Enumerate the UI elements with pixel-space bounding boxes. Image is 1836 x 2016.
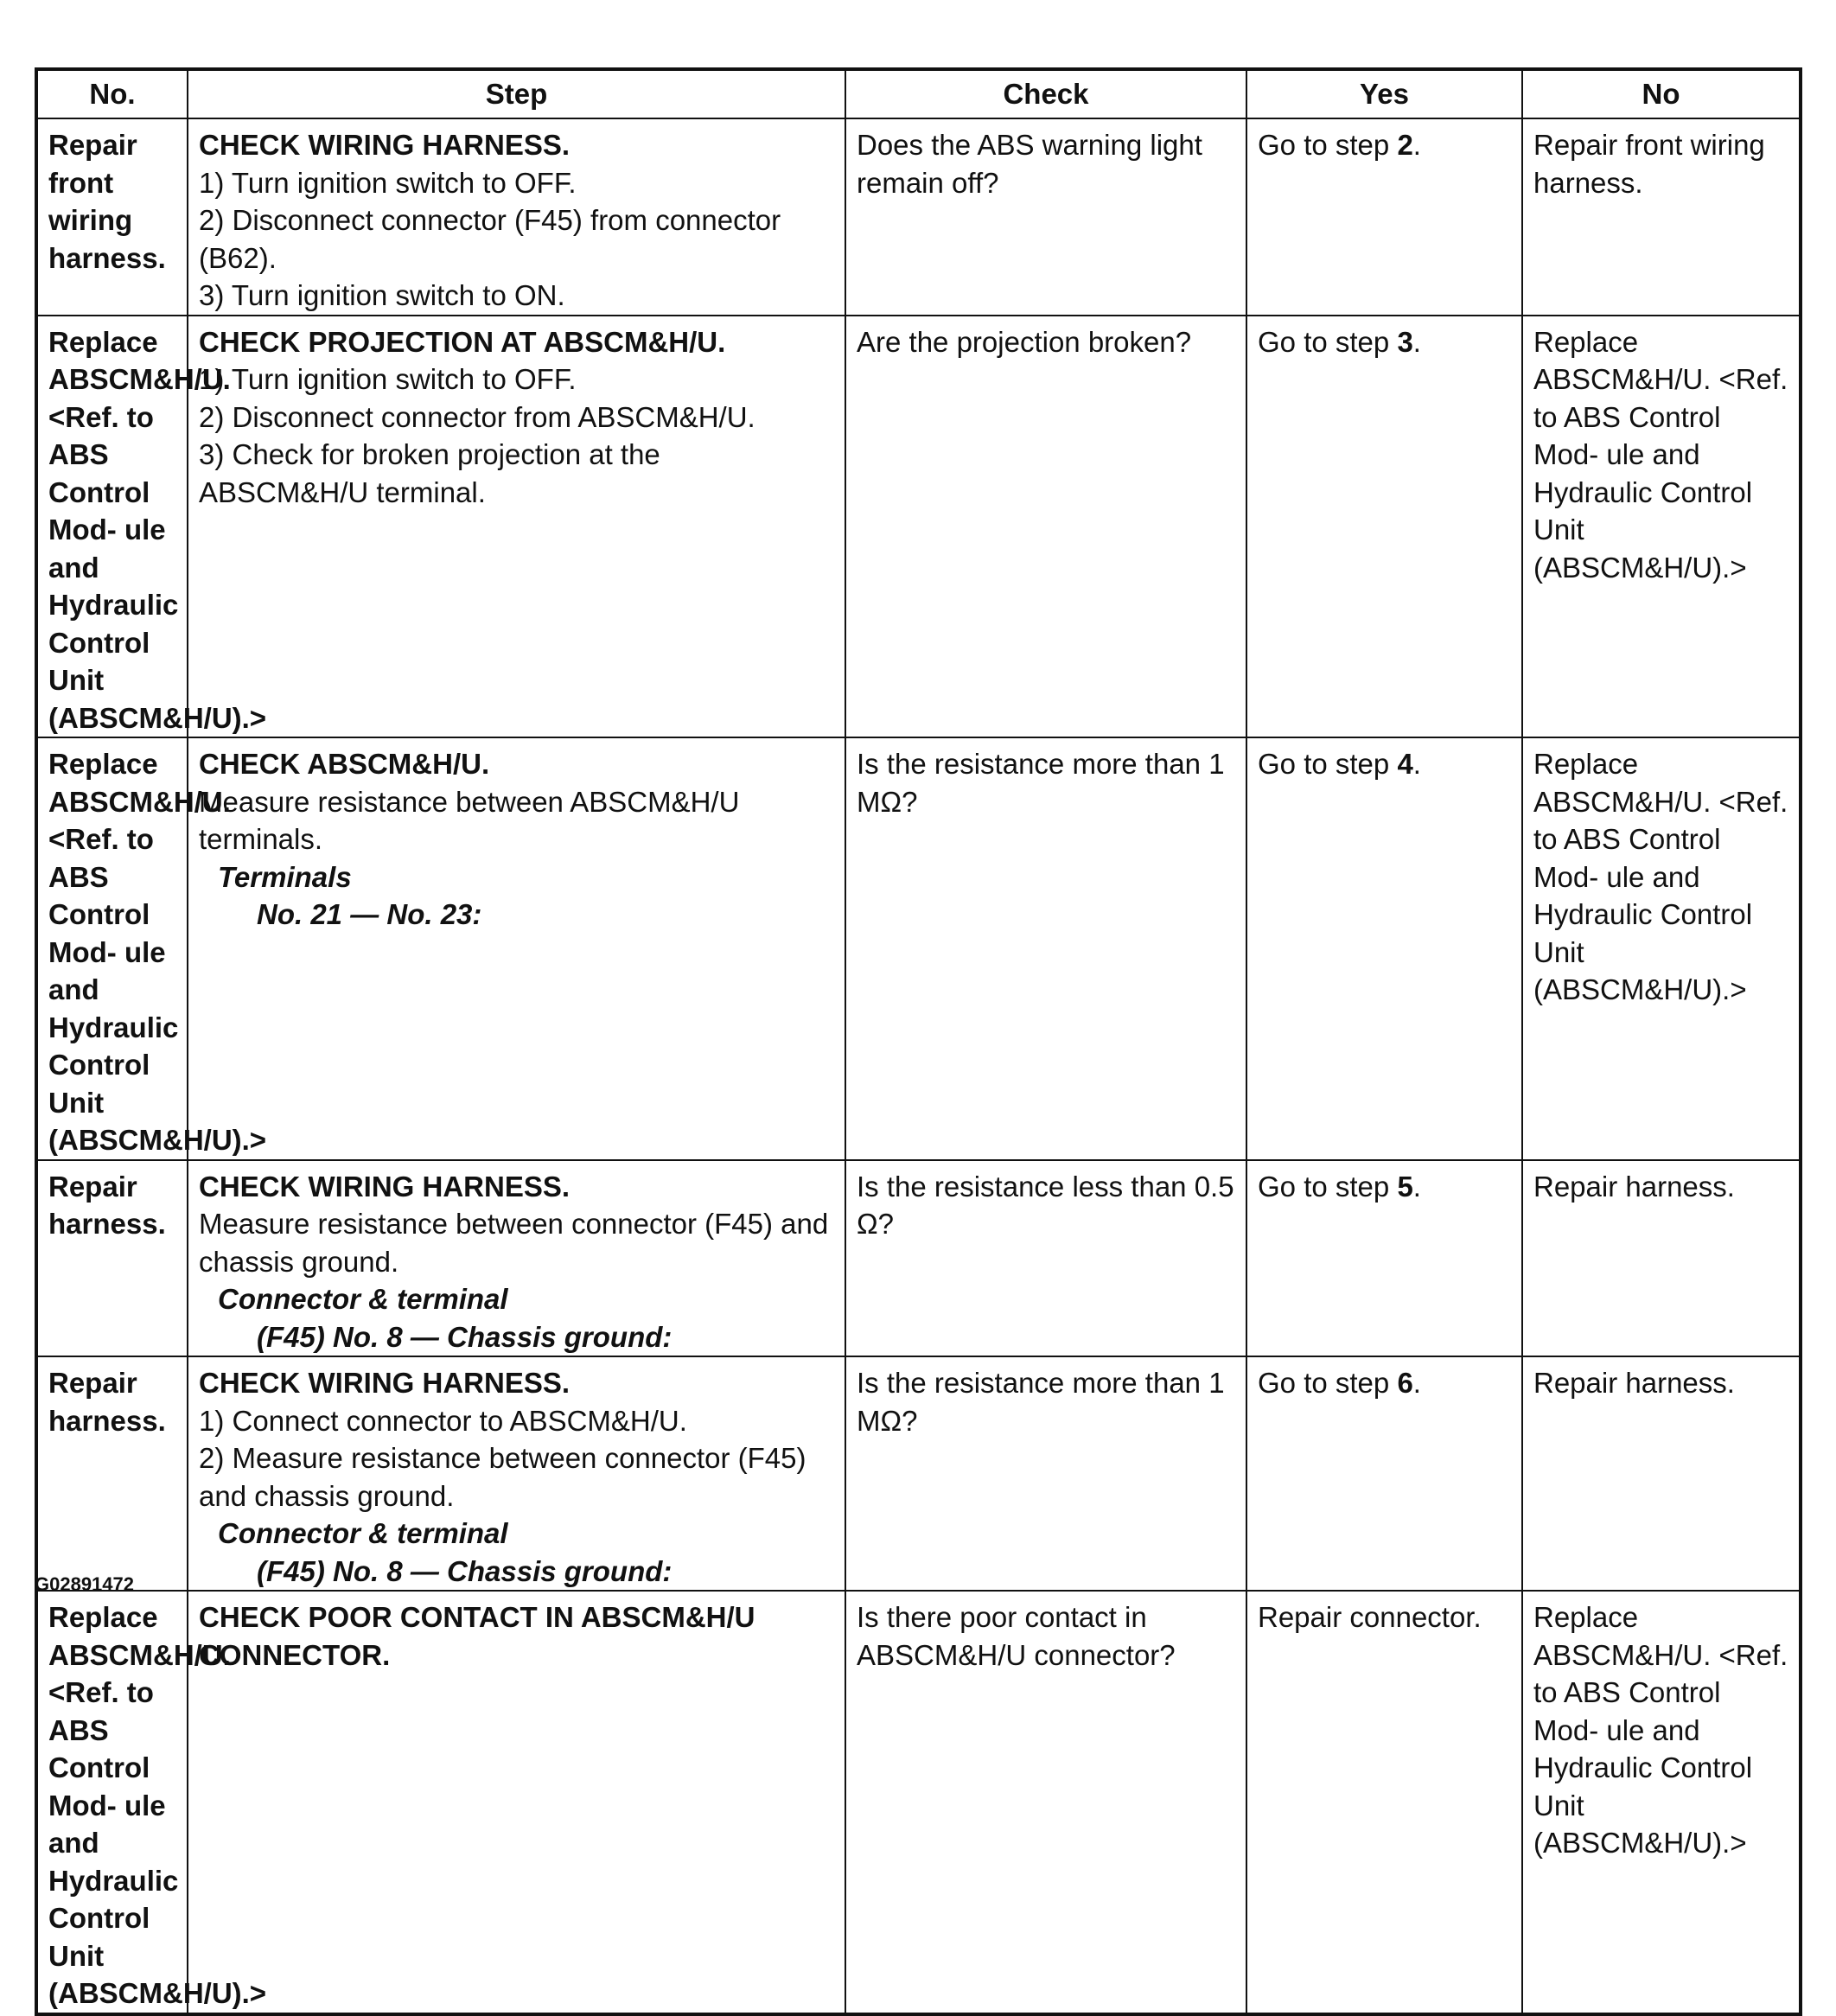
yes-suffix: . xyxy=(1412,748,1421,780)
check-cell: Is there poor contact in ABSCM&H/U connector? xyxy=(845,1591,1246,2014)
yes-text: Go to step xyxy=(1258,748,1398,780)
step-number-text: Repair front wiring harness. xyxy=(48,129,166,274)
yes-step-number: 5 xyxy=(1397,1170,1413,1203)
yes-cell xyxy=(1246,1160,1522,1357)
spec-heading: Terminals xyxy=(218,860,352,893)
step-title: CHECK WIRING HARNESS. xyxy=(199,1170,571,1203)
step-instruction: 3) Turn ignition switch to ON. xyxy=(199,279,565,311)
step-cell xyxy=(188,737,845,1160)
step-number-text: Replace ABSCM&H/U. <Ref. to ABS Control Mod- ule and Hydraulic Control Unit (ABSCM&H/U).> xyxy=(48,325,267,734)
step-cell xyxy=(188,1160,845,1357)
yes-text: Go to step xyxy=(1258,1367,1398,1399)
yes-step-number: 6 xyxy=(1397,1367,1413,1399)
step-number-text: Replace ABSCM&H/U. <Ref. to ABS Control Mod- ule and Hydraulic Control Unit (ABSCM&H/U).> xyxy=(48,748,267,1156)
yes-text: Go to step xyxy=(1258,325,1398,358)
step-instruction: 2) Disconnect connector from ABSCM&H/U. xyxy=(199,400,755,433)
header-no-result: No xyxy=(1522,69,1801,118)
step-title: CHECK ABSCM&H/U. xyxy=(199,748,490,780)
step-title: CHECK POOR CONTACT IN ABSCM&H/U CONNECTOR. xyxy=(199,1601,755,1671)
step-instruction: 1) Turn ignition switch to OFF. xyxy=(199,363,577,395)
step-number xyxy=(36,737,267,1160)
yes-cell xyxy=(1246,1591,1522,2014)
step-instruction: 1) Turn ignition switch to OFF. xyxy=(199,166,577,199)
step-instruction: 2) Measure resistance between connector (F45) and chassis ground. xyxy=(199,1442,806,1512)
diagnostic-table xyxy=(35,67,1802,2016)
table-row xyxy=(36,1160,1801,1357)
header-yes: Yes xyxy=(1246,69,1522,118)
table-row xyxy=(36,118,1801,316)
spec-heading: Connector & terminal xyxy=(218,1283,508,1315)
step-number xyxy=(36,1356,188,1591)
step-number-text: Repair harness. xyxy=(48,1367,166,1437)
table-row xyxy=(36,1356,1801,1591)
step-number-text: Repair harness. xyxy=(48,1170,166,1240)
yes-suffix: . xyxy=(1412,1367,1421,1399)
step-title: CHECK WIRING HARNESS. xyxy=(199,1367,571,1399)
table-body xyxy=(36,118,1801,2014)
step-title: CHECK PROJECTION AT ABSCM&H/U. xyxy=(199,325,726,358)
table-row xyxy=(36,737,1801,1160)
figure-code: G02891472 xyxy=(35,1573,134,1595)
yes-text: Go to step xyxy=(1258,129,1398,161)
yes-text: Go to step xyxy=(1258,1170,1398,1203)
yes-step-number: 2 xyxy=(1397,129,1413,161)
no-cell: Replace ABSCM&H/U. <Ref. to ABS Control Mod- ule and Hydraulic Control Unit (ABSCM&H/U).> xyxy=(1522,316,1801,738)
header-check: Check xyxy=(845,69,1246,118)
spec-value: (F45) No. 8 — Chassis ground: xyxy=(257,1554,673,1587)
step-number-text: Replace ABSCM&H/U. <Ref. to ABS Control Mod- ule and Hydraulic Control Unit (ABSCM&H/U).> xyxy=(48,1601,267,2009)
step-cell xyxy=(188,1591,845,2014)
no-cell: Replace ABSCM&H/U. <Ref. to ABS Control Mod- ule and Hydraulic Control Unit (ABSCM&H/U).> xyxy=(1522,737,1801,1160)
step-number xyxy=(36,316,267,738)
table-row xyxy=(36,316,1801,738)
yes-cell xyxy=(1246,118,1522,316)
check-cell: Is the resistance more than 1 MΩ? xyxy=(845,1356,1246,1591)
step-instruction: Measure resistance between connector (F45) and chassis ground. xyxy=(199,1208,829,1278)
step-instruction: 1) Connect connector to ABSCM&H/U. xyxy=(199,1404,687,1437)
step-cell xyxy=(188,1356,845,1591)
no-cell: Repair harness. xyxy=(1522,1160,1801,1357)
check-cell: Is the resistance more than 1 MΩ? xyxy=(845,737,1246,1160)
header-no: No. xyxy=(36,69,188,118)
spec-value: (F45) No. 8 — Chassis ground: xyxy=(257,1320,673,1353)
yes-step-number: 3 xyxy=(1397,325,1413,358)
step-instruction: 2) Disconnect connector (F45) from connector (B62). xyxy=(199,204,781,274)
step-instruction: Measure resistance between ABSCM&H/U terminals. xyxy=(199,785,740,855)
table-header-row xyxy=(36,69,1801,118)
spec-heading: Connector & terminal xyxy=(218,1517,508,1549)
step-number xyxy=(36,1591,267,2014)
check-cell: Are the projection broken? xyxy=(845,316,1246,738)
yes-text: Repair connector. xyxy=(1258,1601,1482,1633)
check-cell: Is the resistance less than 0.5 Ω? xyxy=(845,1160,1246,1357)
no-cell: Replace ABSCM&H/U. <Ref. to ABS Control Mod- ule and Hydraulic Control Unit (ABSCM&H/U).> xyxy=(1522,1591,1801,2014)
no-cell: Repair front wiring harness. xyxy=(1522,118,1801,316)
header-step: Step xyxy=(188,69,845,118)
yes-cell xyxy=(1246,737,1522,1160)
step-cell xyxy=(188,118,845,316)
yes-suffix: . xyxy=(1412,1170,1421,1203)
step-number xyxy=(36,1160,188,1357)
step-number xyxy=(36,118,188,316)
yes-cell xyxy=(1246,316,1522,738)
spec-value: No. 21 — No. 23: xyxy=(257,898,482,930)
check-cell: Does the ABS warning light remain off? xyxy=(845,118,1246,316)
yes-suffix: . xyxy=(1412,325,1421,358)
no-cell: Repair harness. xyxy=(1522,1356,1801,1591)
yes-step-number: 4 xyxy=(1397,748,1413,780)
yes-cell xyxy=(1246,1356,1522,1591)
step-title: CHECK WIRING HARNESS. xyxy=(199,129,571,161)
step-instruction: 3) Check for broken projection at the ABSCM&H/U terminal. xyxy=(199,438,660,508)
step-cell xyxy=(188,316,845,738)
yes-suffix: . xyxy=(1412,129,1421,161)
table-row xyxy=(36,1591,1801,2014)
